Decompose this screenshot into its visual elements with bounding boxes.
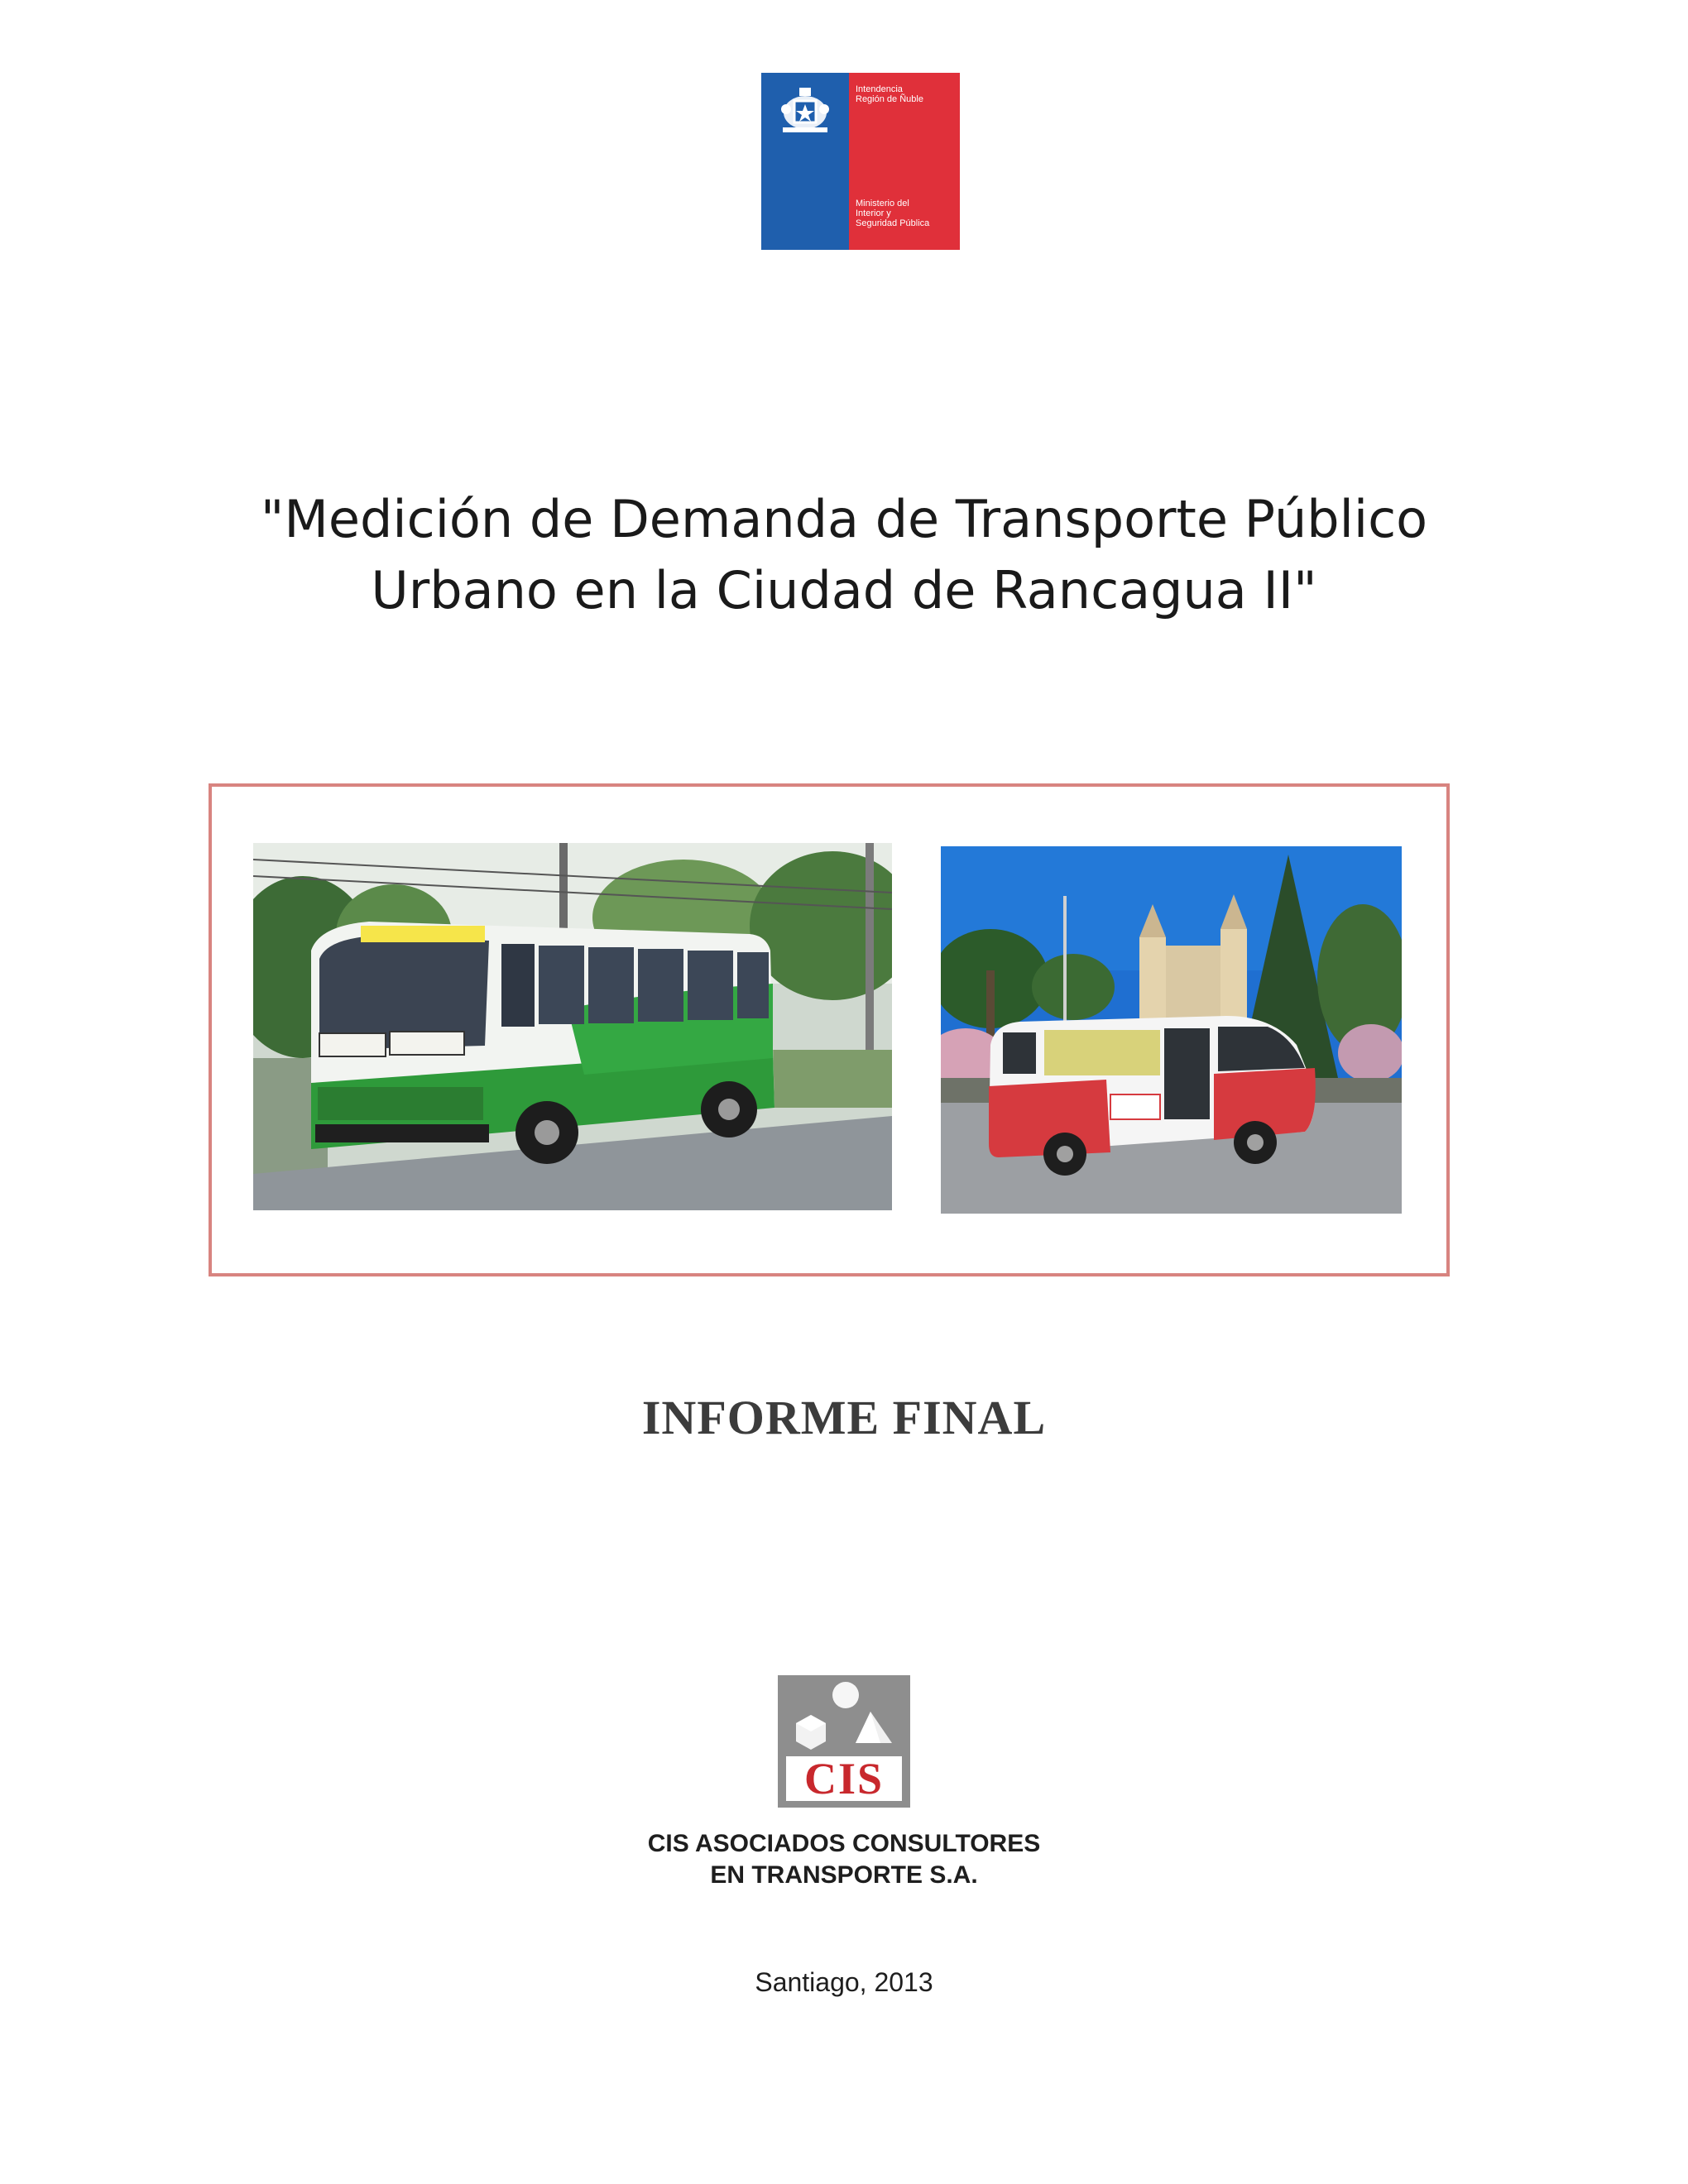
report-type-heading: INFORME FINAL [641, 1391, 1047, 1444]
title-line-1: "Medición de Demanda de Transporte Público [260, 489, 1428, 549]
company-name [0, 1828, 1688, 1891]
cis-logo [778, 1675, 910, 1808]
photo-frame [209, 783, 1450, 1276]
title-line-2: Urbano en la Ciudad de Rancagua II" [371, 560, 1317, 620]
document-title [165, 484, 1523, 626]
logo-blue-panel [761, 73, 849, 250]
geometric-shapes-icon [778, 1675, 910, 1758]
cis-logo-text: CIS [786, 1756, 902, 1801]
logo-red-panel [849, 73, 960, 250]
government-logo [761, 73, 960, 250]
company-name-line-1: CIS ASOCIADOS CONSULTORES [647, 1830, 1041, 1857]
logo-top-text: Intendencia Región de Ñuble [856, 84, 923, 104]
green-bus-photo [253, 843, 892, 1210]
coat-of-arms-icon [774, 84, 836, 137]
minibus-photo [941, 846, 1402, 1214]
place-and-date: Santiago, 2013 [755, 1967, 933, 1997]
logo-bottom-text: Ministerio del Interior y Seguridad Pública [856, 199, 930, 228]
company-name-line-2: EN TRANSPORTE S.A. [710, 1861, 978, 1889]
